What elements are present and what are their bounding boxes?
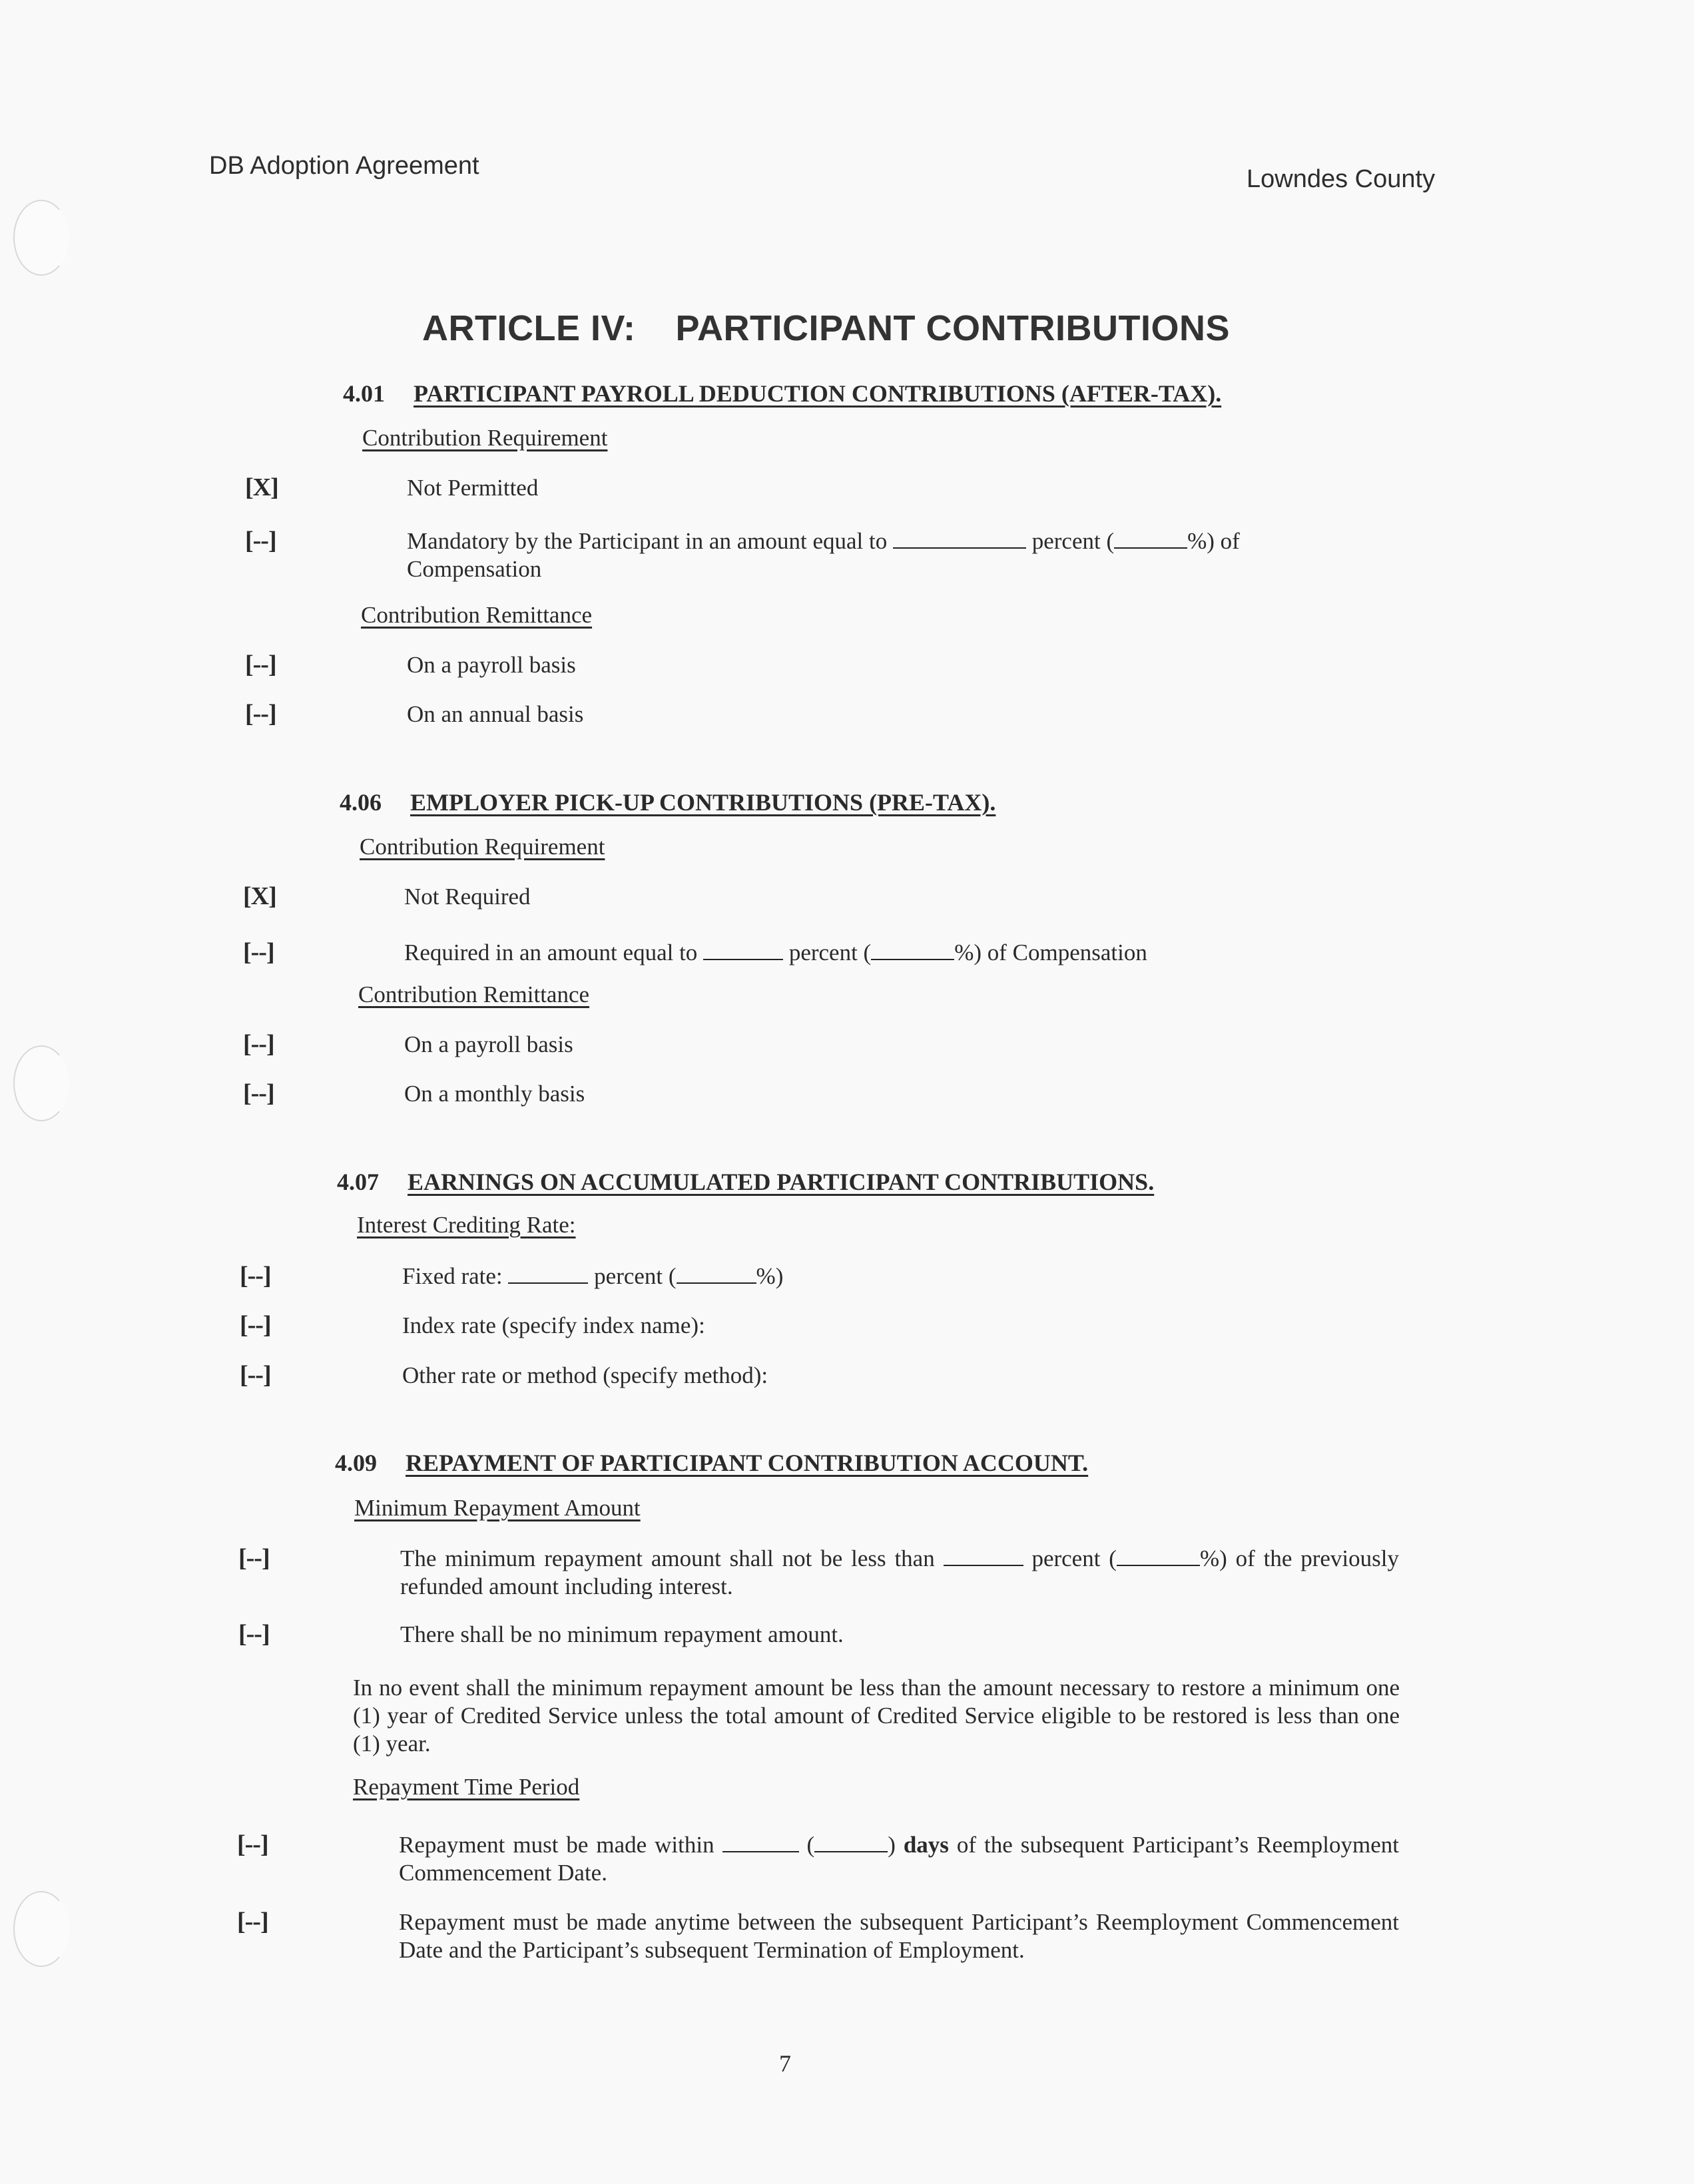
checkbox-minimum-percent[interactable]: [--]: [238, 1544, 270, 1572]
option-payroll-basis: On a payroll basis: [407, 652, 576, 678]
days-words-field[interactable]: [722, 1850, 799, 1852]
option-text: percent (: [788, 940, 872, 965]
option-text: %) of the previously refunded amount including interest.: [400, 1545, 1399, 1599]
checkbox-payroll-basis[interactable]: [--]: [245, 651, 276, 679]
option-text: The minimum repayment amount shall not be less than: [400, 1545, 935, 1571]
option-text: Fixed rate:: [402, 1263, 503, 1289]
checkbox-payroll-basis[interactable]: [--]: [243, 1030, 274, 1058]
checkbox-not-permitted[interactable]: [X]: [245, 473, 278, 501]
checkbox-monthly-basis[interactable]: [--]: [243, 1079, 274, 1107]
section-number: 4.09: [335, 1450, 377, 1476]
percent-number-field[interactable]: [1117, 1564, 1200, 1566]
subheading-contribution-requirement: Contribution Requirement: [362, 425, 608, 451]
option-within-days: [399, 1831, 1399, 1887]
option-payroll-basis: On a payroll basis: [404, 1031, 573, 1057]
option-text: Required in an amount equal to: [404, 940, 698, 965]
section-title: EMPLOYER PICK-UP CONTRIBUTIONS (PRE-TAX).: [410, 789, 996, 816]
days-number-field[interactable]: [814, 1850, 888, 1852]
section-heading-4-06: [340, 788, 995, 816]
option-text: %): [756, 1263, 784, 1289]
section-number: 4.01: [343, 380, 385, 407]
option-annual-basis: On an annual basis: [407, 701, 584, 727]
checkbox-required[interactable]: [--]: [243, 938, 274, 966]
restoration-paragraph: In no event shall the minimum repayment amount be less than the amount necessary to restore a minimum one (1) year of Credited Service unless the total amount of Credited Service eligible to be restored is less than one (1) year.: [353, 1675, 1400, 1757]
option-text: %) of: [1187, 528, 1240, 554]
checkbox-index-rate[interactable]: [--]: [240, 1311, 271, 1339]
option-text: Repayment must be made within: [399, 1832, 714, 1858]
section-heading-4-09: [335, 1449, 1088, 1477]
page-number: 7: [779, 2050, 791, 2077]
percent-words-field[interactable]: [703, 958, 783, 960]
subheading-contribution-remittance: Contribution Remittance: [361, 602, 593, 628]
option-monthly-basis: On a monthly basis: [404, 1081, 585, 1107]
option-not-permitted: Not Permitted: [407, 475, 539, 501]
subheading-minimum-repayment-amount: Minimum Repayment Amount: [354, 1495, 641, 1521]
punch-hole: [13, 1045, 69, 1121]
percent-words-field[interactable]: [508, 1282, 588, 1284]
percent-number-field[interactable]: [871, 958, 954, 960]
subheading-interest-crediting-rate: Interest Crediting Rate:: [357, 1212, 576, 1238]
option-not-required: Not Required: [404, 884, 531, 910]
section-number: 4.06: [340, 789, 382, 816]
option-other-rate: Other rate or method (specify method):: [402, 1362, 768, 1388]
punch-hole: [13, 1891, 69, 1967]
checkbox-anytime[interactable]: [--]: [237, 1908, 268, 1936]
section-heading-4-07: [337, 1168, 1154, 1196]
subheading-repayment-time-period: Repayment Time Period: [353, 1774, 580, 1800]
subheading-contribution-requirement: Contribution Requirement: [360, 834, 605, 860]
percent-words-field[interactable]: [944, 1564, 1023, 1566]
punch-hole: [13, 200, 69, 276]
checkbox-no-minimum[interactable]: [--]: [238, 1620, 270, 1648]
option-fixed-rate: [402, 1262, 783, 1290]
checkbox-mandatory[interactable]: [--]: [245, 527, 276, 555]
section-heading-4-01: [343, 380, 1221, 408]
header-left: DB Adoption Agreement: [209, 152, 479, 180]
checkbox-fixed-rate[interactable]: [--]: [240, 1262, 271, 1290]
option-anytime: Repayment must be made anytime between the subsequent Participant’s Reemployment Commencement Date and the Participant’s subsequent Termination of Employment.: [399, 1909, 1399, 1963]
checkbox-other-rate[interactable]: [--]: [240, 1361, 271, 1389]
option-text: percent (: [1031, 1545, 1117, 1571]
option-index-rate: Index rate (specify index name):: [402, 1312, 705, 1338]
option-text: percent (: [1031, 528, 1115, 554]
percent-number-field[interactable]: [1114, 547, 1187, 549]
option-no-minimum: There shall be no minimum repayment amount.: [400, 1621, 844, 1647]
section-title: PARTICIPANT PAYROLL DEDUCTION CONTRIBUTIONS (AFTER-TAX).: [414, 380, 1222, 407]
article-number: ARTICLE IV:: [422, 308, 636, 348]
option-text: %) of Compensation: [954, 940, 1147, 965]
option-text: of the subsequent Participant’s Reemployment Commencement Date.: [399, 1832, 1400, 1886]
option-text: ): [888, 1832, 896, 1858]
header-right: Lowndes County: [1247, 165, 1436, 193]
subheading-contribution-remittance: Contribution Remittance: [358, 981, 590, 1007]
percent-words-field[interactable]: [893, 547, 1026, 549]
option-text: percent (: [594, 1263, 677, 1289]
checkbox-annual-basis[interactable]: [--]: [245, 700, 276, 728]
checkbox-not-required[interactable]: [X]: [243, 882, 276, 910]
section-title: REPAYMENT OF PARTICIPANT CONTRIBUTION ACCOUNT.: [406, 1450, 1089, 1476]
days-label: days: [903, 1832, 949, 1858]
section-number: 4.07: [337, 1169, 379, 1195]
page-title: [422, 308, 1230, 349]
article-name: PARTICIPANT CONTRIBUTIONS: [675, 308, 1230, 348]
option-mandatory: [407, 527, 1240, 583]
option-text: (: [806, 1832, 815, 1858]
section-title: EARNINGS ON ACCUMULATED PARTICIPANT CONTRIBUTIONS.: [408, 1169, 1155, 1195]
percent-number-field[interactable]: [677, 1282, 756, 1284]
option-text: Mandatory by the Participant in an amount equal to: [407, 528, 888, 554]
checkbox-within-days[interactable]: [--]: [237, 1830, 268, 1858]
option-minimum-percent: [400, 1545, 1399, 1601]
option-required: [404, 939, 1147, 967]
option-text: Compensation: [407, 556, 542, 582]
